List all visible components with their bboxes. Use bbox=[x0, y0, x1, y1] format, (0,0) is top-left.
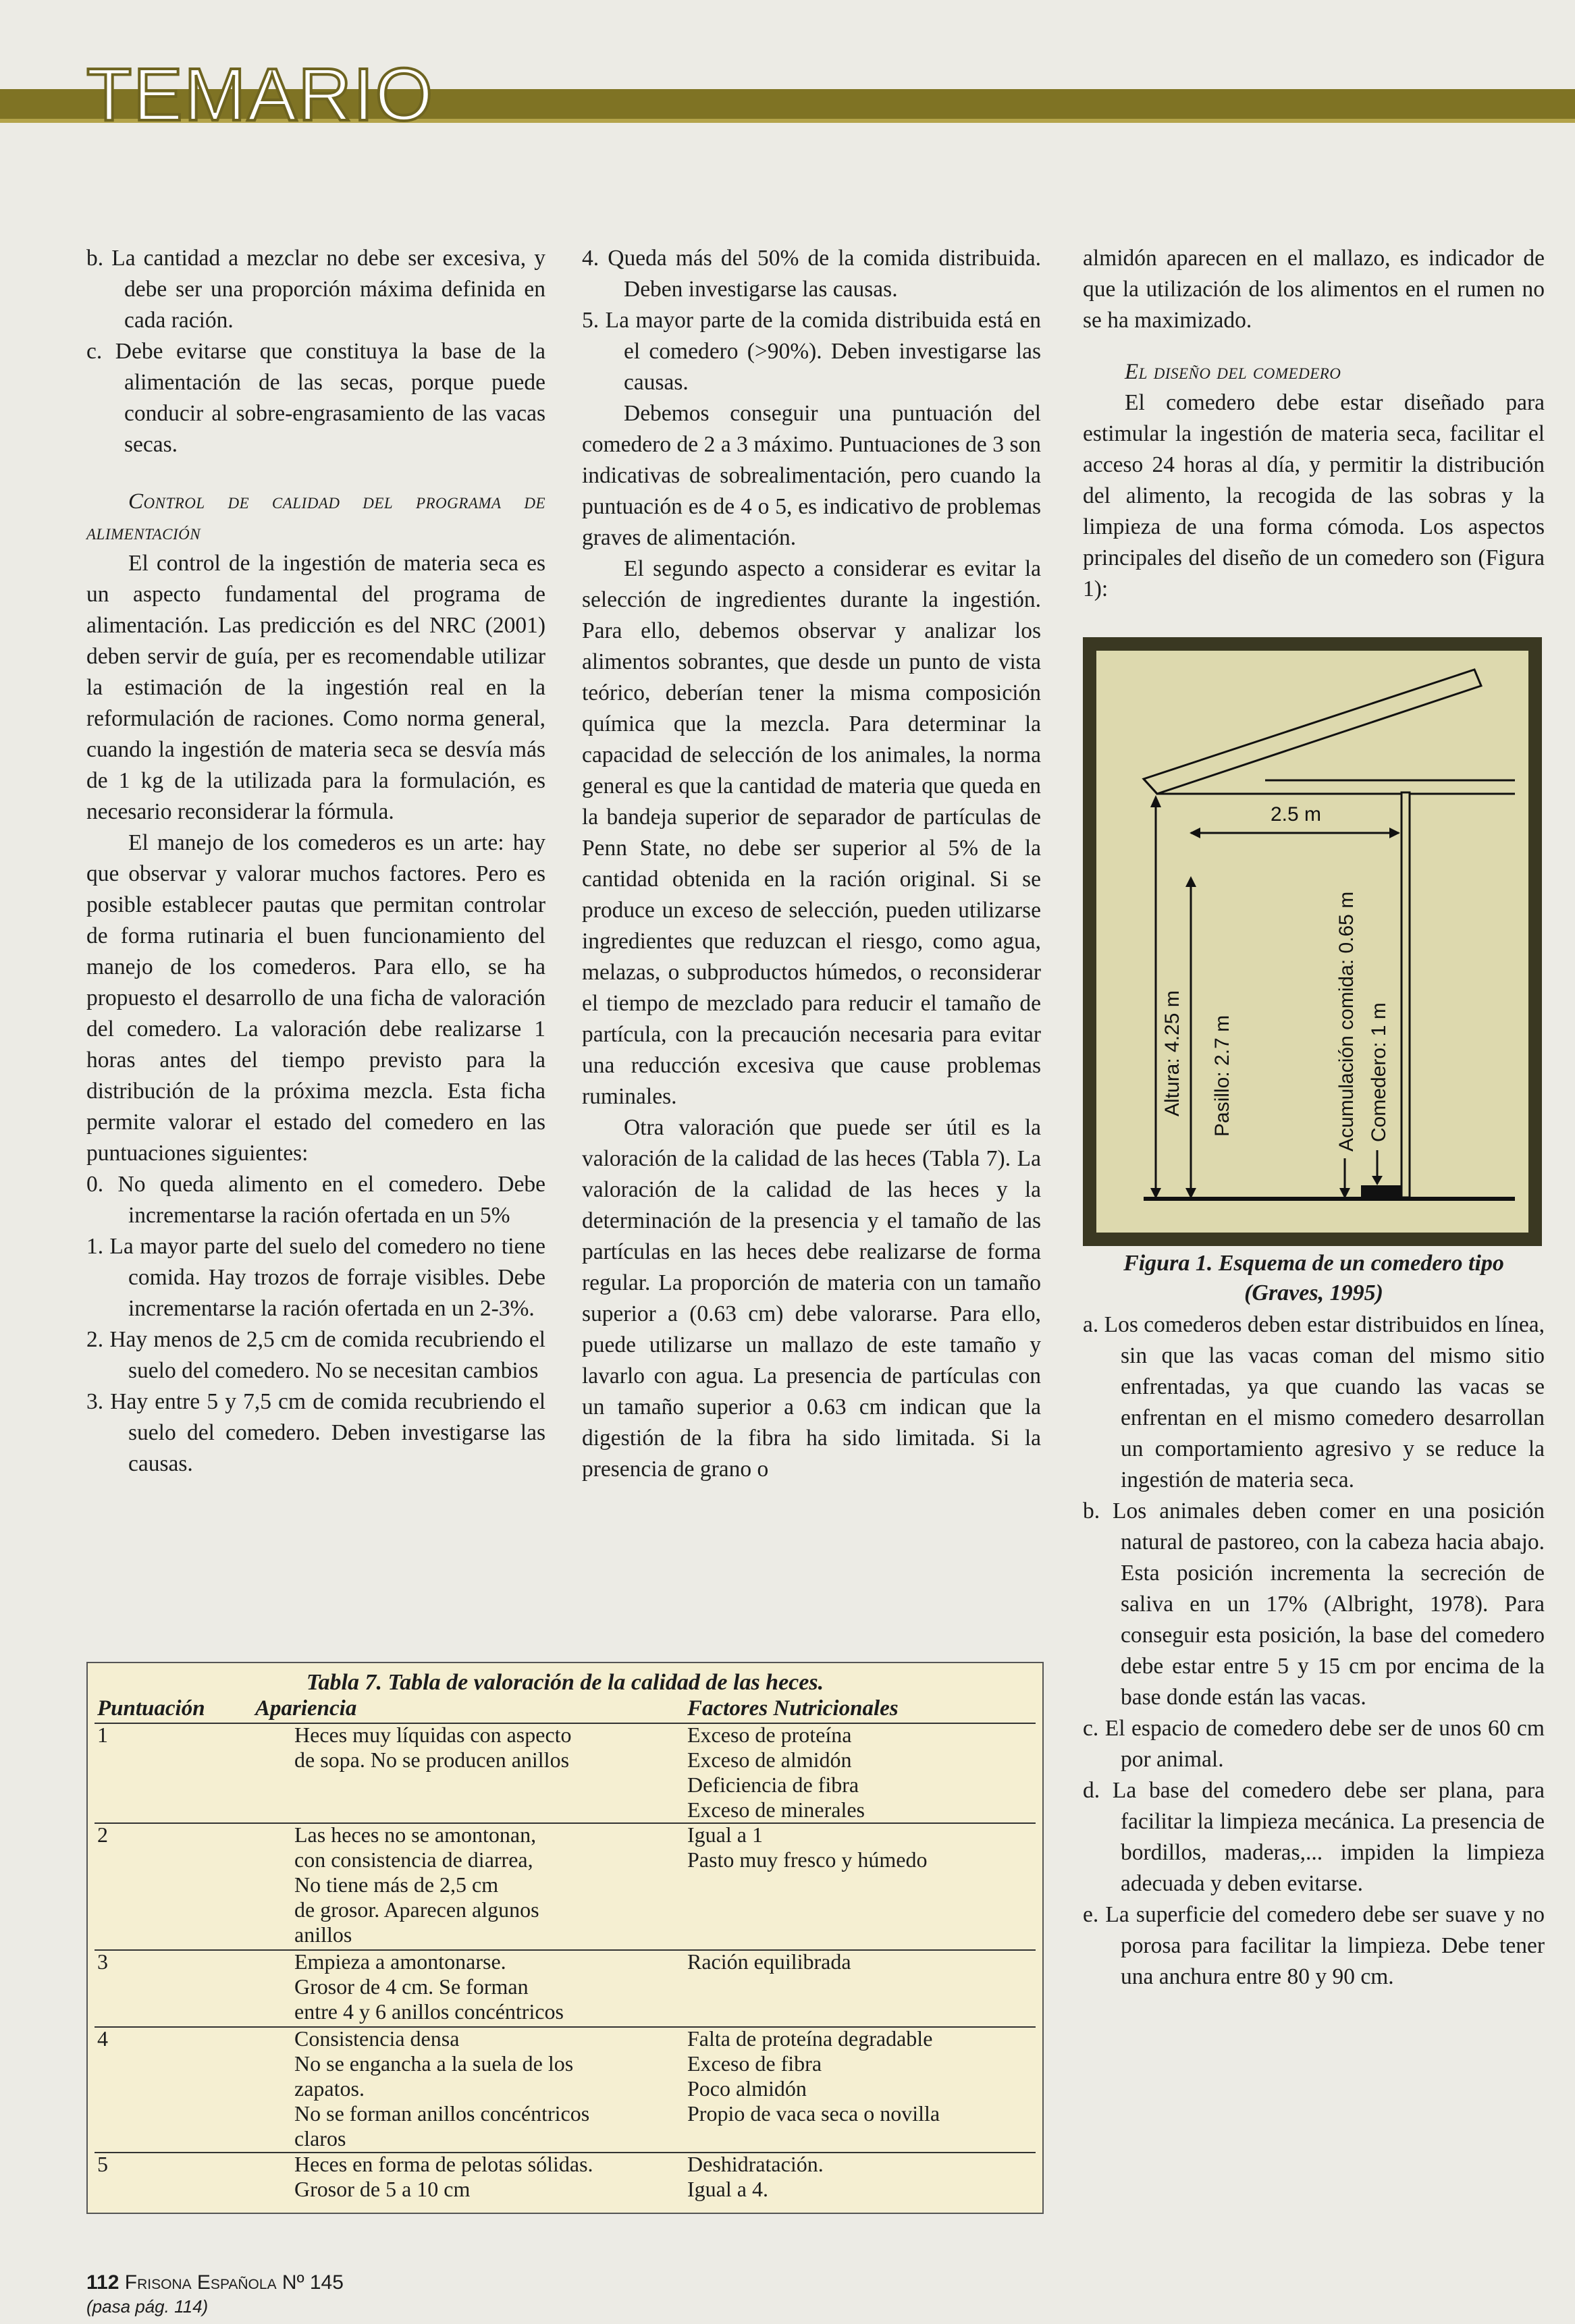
table-header-appearance: Apariencia bbox=[255, 1696, 357, 1721]
table-cell-line: con consistencia de diarrea, bbox=[294, 1847, 533, 1872]
table-cell-line: No tiene más de 2,5 cm bbox=[294, 1872, 499, 1897]
paragraph: almidón aparecen en el mallazo, es indicador de que la utilización de los alimentos en el rumen no se ha maximizado. bbox=[1083, 246, 1545, 333]
arrow-head bbox=[1372, 1176, 1383, 1185]
table-cell-line: Igual a 4. bbox=[687, 2177, 768, 2201]
table-cell-line: Consistencia densa bbox=[294, 2026, 460, 2051]
table-7 bbox=[86, 1662, 1044, 2214]
arrow-head bbox=[1185, 876, 1196, 887]
table-cell-factors bbox=[687, 1822, 928, 1872]
score-item-1: 1. La mayor parte del suelo del comedero no tiene comida. Hay trozos de forraje visibles. Debe incrementarse la ración ofertada en un 2-3%. bbox=[86, 1234, 545, 1321]
table-cell-line: Grosor de 5 a 10 cm bbox=[294, 2177, 471, 2201]
post bbox=[1402, 792, 1410, 1197]
table-cell-line: entre 4 y 6 anillos concéntricos bbox=[294, 1999, 564, 2024]
table-rule bbox=[95, 1949, 1036, 1951]
table-header-score: Puntuación bbox=[97, 1696, 205, 1721]
section-title-control: Control de calidad del programa de alimentación bbox=[86, 489, 545, 545]
table-cell-line: Falta de proteína degradable bbox=[687, 2026, 933, 2051]
label-height: Altura: 4.25 m bbox=[1161, 990, 1183, 1116]
table-cell-score: 4 bbox=[97, 2026, 108, 2051]
label-aisle: Pasillo: 2.7 m bbox=[1211, 1015, 1233, 1137]
table-cell-line: Heces muy líquidas con aspecto bbox=[294, 1723, 572, 1747]
figure-caption bbox=[1083, 1249, 1545, 1308]
table-cell-line: Propio de vaca seca o novilla bbox=[687, 2101, 940, 2126]
label-width: 2.5 m bbox=[1271, 803, 1322, 826]
page-footer bbox=[86, 2271, 344, 2294]
table-cell-appearance bbox=[294, 1723, 572, 1773]
magazine-issue: Frisona Española Nº 145 bbox=[124, 2271, 344, 2294]
score-item-3: 3. Hay entre 5 y 7,5 cm de comida recubriendo el suelo del comedero. Deben investigarse las causas. bbox=[86, 1389, 545, 1476]
score-item-2: 2. Hay menos de 2,5 cm de comida recubriendo el suelo del comedero. No se necesitan cambios bbox=[86, 1327, 545, 1383]
score-item-4: 4. Queda más del 50% de la comida distribuida. Deben investigarse las causas. bbox=[582, 246, 1041, 302]
table-cell-line: Exceso de minerales bbox=[687, 1798, 865, 1822]
table-cell-line: Empieza a amontonarse. bbox=[294, 1949, 506, 1974]
table-cell-line: Pasto muy fresco y húmedo bbox=[687, 1847, 928, 1872]
paragraph: El segundo aspecto a considerar es evitar la selección de ingredientes durante la ingestión. Para ello, debemos observar y analizar los alimentos sobrantes, que desde un punto de vista teórico, deberían tener la misma composición química que la mezcla. Para determinar la capacidad de selección de los animales, la norma general es que la cantidad de materia que queda en la bandeja superior de separador de partículas de Penn State, no debe ser superior al 5% de la cantidad obtenida en la ración original. Si se produce un exceso de selección, pueden utilizarse ingredientes que reduzcan el riesgo, como agua, melazas, o subproductos húmedos, o reconsiderar el tiempo de mezclado para reducir el tamaño de partícula, con la precaución necesaria para evitar una reducción excesiva que cause problemas ruminales. bbox=[582, 556, 1041, 1109]
table-cell-line: de sopa. No se producen anillos bbox=[294, 1748, 570, 1772]
table-cell-line: anillos bbox=[294, 1922, 352, 1947]
column-3 bbox=[1083, 243, 1545, 605]
table-cell-line: Exceso de almidón bbox=[687, 1748, 852, 1772]
design-item-a: a. Los comederos deben estar distribuidos en línea, sin que las vacas coman del mismo sitio enfrentadas, ya que cuando las vacas se enfrentan en el mismo comedero desarrollan un comportamiento agresivo y se reduce la ingestión de materia seca. bbox=[1083, 1312, 1545, 1492]
paragraph: Debemos conseguir una puntuación del comedero de 2 a 3 máximo. Puntuaciones de 3 son indicativas de sobrealimentación, pero cuando la puntuación es de 4 o 5, es indicativo de problemas graves de alimentación. bbox=[582, 401, 1041, 550]
section-title-design: El diseño del comedero bbox=[1125, 360, 1341, 384]
table-cell-line: Exceso de fibra bbox=[687, 2051, 822, 2076]
paragraph: El comedero debe estar diseñado para estimular la ingestión de materia seca, facilitar el acceso 24 horas al día, y permitir la distribución del alimento, la recogida de las sobras y la limpieza de una forma cómoda. Los aspectos principales del diseño de un comedero son (Figura 1): bbox=[1083, 390, 1545, 601]
table-cell-factors bbox=[687, 2026, 940, 2126]
table-cell-score: 5 bbox=[97, 2152, 108, 2176]
arrow-head bbox=[1190, 828, 1200, 838]
table-cell-line: Deshidratación. bbox=[687, 2152, 824, 2176]
table-cell-line: No se engancha a la suela de los bbox=[294, 2051, 574, 2076]
design-item-d: d. La base del comedero debe ser plana, para facilitar la limpieza mecánica. La presencia de bordillos, maderas,... impiden la limpieza adecuada y deben evitarse. bbox=[1083, 1778, 1545, 1896]
table-cell-line: Igual a 1 bbox=[687, 1822, 763, 1847]
paragraph: El manejo de los comederos es un arte: hay que observar y valorar muchos factores. Pero es posible establecer pautas que permitan controlar de forma rutinaria el buen funcionamiento del manejo de los comederos. Para ello, se ha propuesto el desarrollo de una ficha de valoración del comedero. La valoración debe realizarse 1 horas antes del tiempo previsto para la distribución de la próxima mezcla. Esta ficha permite valorar el estado del comedero en las puntuaciones siguientes: bbox=[86, 830, 545, 1166]
score-item-5: 5. La mayor parte de la comida distribuida está en el comedero (>90%). Deben investigarse las causas. bbox=[582, 308, 1041, 395]
figure-feeder-diagram bbox=[1083, 637, 1542, 1246]
table-cell-score: 2 bbox=[97, 1822, 108, 1847]
column-1 bbox=[86, 243, 545, 1480]
figure-caption-title: Figura 1. Esquema de un comedero tipo bbox=[1123, 1251, 1504, 1276]
page-number: 112 bbox=[86, 2271, 119, 2294]
list-item-c: c. Debe evitarse que constituya la base de la alimentación de las secas, porque puede conducir al sobre-engrasamiento de las vacas secas. bbox=[86, 339, 545, 457]
continued-note: (pasa pág. 114) bbox=[86, 2296, 209, 2317]
table-cell-score: 3 bbox=[97, 1949, 108, 1974]
paragraph: El control de la ingestión de materia seca es un aspecto fundamental del programa de alimentación. Las predicción es del NRC (2001) deben servir de guía, per es recomendable utilizar la estimación de la ingestión real en la reformulación de raciones. Como norma general, cuando la ingestión de materia seca se desvía más de 1 kg de la utilizada para la formulación, es necesario reconsiderar la fórmula. bbox=[86, 551, 545, 824]
table-cell-line: No se forman anillos concéntricos bbox=[294, 2101, 590, 2126]
arrow-head bbox=[1389, 828, 1400, 838]
design-item-b: b. Los animales deben comer en una posición natural de pastoreo, con la cabeza hacia abajo. Esta posición incrementa la secreción de saliva en un 17% (Albright, 1978). Para conseguir esta posición, la base del comedero debe estar entre 5 y 15 cm por encima de la base donde están las vacas. bbox=[1083, 1498, 1545, 1710]
table-header-factors: Factores Nutricionales bbox=[687, 1696, 899, 1721]
figure-caption-source: (Graves, 1995) bbox=[1244, 1280, 1383, 1305]
table-cell-appearance bbox=[294, 1822, 539, 1947]
table-cell-appearance bbox=[294, 2026, 589, 2151]
table-cell-line: Las heces no se amontonan, bbox=[294, 1822, 537, 1847]
design-item-e: e. La superficie del comedero debe ser suave y no porosa para facilitar la limpieza. Debe tener una anchura entre 80 y 90 cm. bbox=[1083, 1902, 1545, 1989]
table-cell-factors bbox=[687, 1949, 851, 1974]
section-header-title: TEMARIO bbox=[86, 53, 435, 136]
table-cell-score: 1 bbox=[97, 1723, 108, 1747]
column-2 bbox=[582, 243, 1041, 1485]
column-3-list bbox=[1083, 1309, 1545, 1993]
table-title: Tabla 7. Tabla de valoración de la calidad de las heces. bbox=[306, 1670, 824, 1695]
table-cell-line: de grosor. Aparecen algunos bbox=[294, 1897, 539, 1922]
table-cell-line: Heces en forma de pelotas sólidas. bbox=[294, 2152, 593, 2176]
table-cell-line: Grosor de 4 cm. Se forman bbox=[294, 1974, 529, 1999]
table-cell-line: Exceso de proteína bbox=[687, 1723, 852, 1747]
label-feeder: Comedero: 1 m bbox=[1368, 1002, 1390, 1142]
design-item-c: c. El espacio de comedero debe ser de unos 60 cm por animal. bbox=[1083, 1716, 1545, 1772]
table-cell-line: Poco almidón bbox=[687, 2076, 807, 2101]
table-cell-line: zapatos. bbox=[294, 2076, 365, 2101]
roof-shape bbox=[1144, 670, 1481, 794]
table-cell-appearance bbox=[294, 1949, 564, 2024]
table-cell-line: Deficiencia de fibra bbox=[687, 1773, 859, 1797]
table-cell-line: Ración equilibrada bbox=[687, 1949, 851, 1974]
table-cell-factors bbox=[687, 2152, 824, 2202]
score-item-0: 0. No queda alimento en el comedero. Debe incrementarse la ración ofertada en un 5% bbox=[86, 1172, 545, 1228]
table-cell-factors bbox=[687, 1723, 865, 1822]
table-cell-appearance bbox=[294, 2152, 593, 2202]
table-cell-line: claros bbox=[294, 2126, 346, 2151]
arrow-head bbox=[1150, 795, 1161, 807]
list-item-b: b. La cantidad a mezclar no debe ser excesiva, y debe ser una proporción máxima definida en cada ración. bbox=[86, 246, 545, 333]
paragraph: Otra valoración que puede ser útil es la valoración de la calidad de las heces (Tabla 7). La valoración de la calidad de las heces y la determinación de la presencia y el tamaño de las partículas en las heces debe realizarse de forma regular. La proporción de materia con un tamaño superior a (0.63 cm) debe valorarse. Para ello, puede utilizarse un mallazo de este tamaño y lavarlo con agua. La presencia de partículas con un tamaño superior a 0.63 cm indican que la digestión de la fibra ha sido limitada. Si la presencia de grano o bbox=[582, 1115, 1041, 1482]
label-accumulation: Acumulación comida: 0.65 m bbox=[1335, 891, 1358, 1152]
feeder-diagram bbox=[1096, 651, 1528, 1233]
feeder-base bbox=[1361, 1185, 1402, 1197]
